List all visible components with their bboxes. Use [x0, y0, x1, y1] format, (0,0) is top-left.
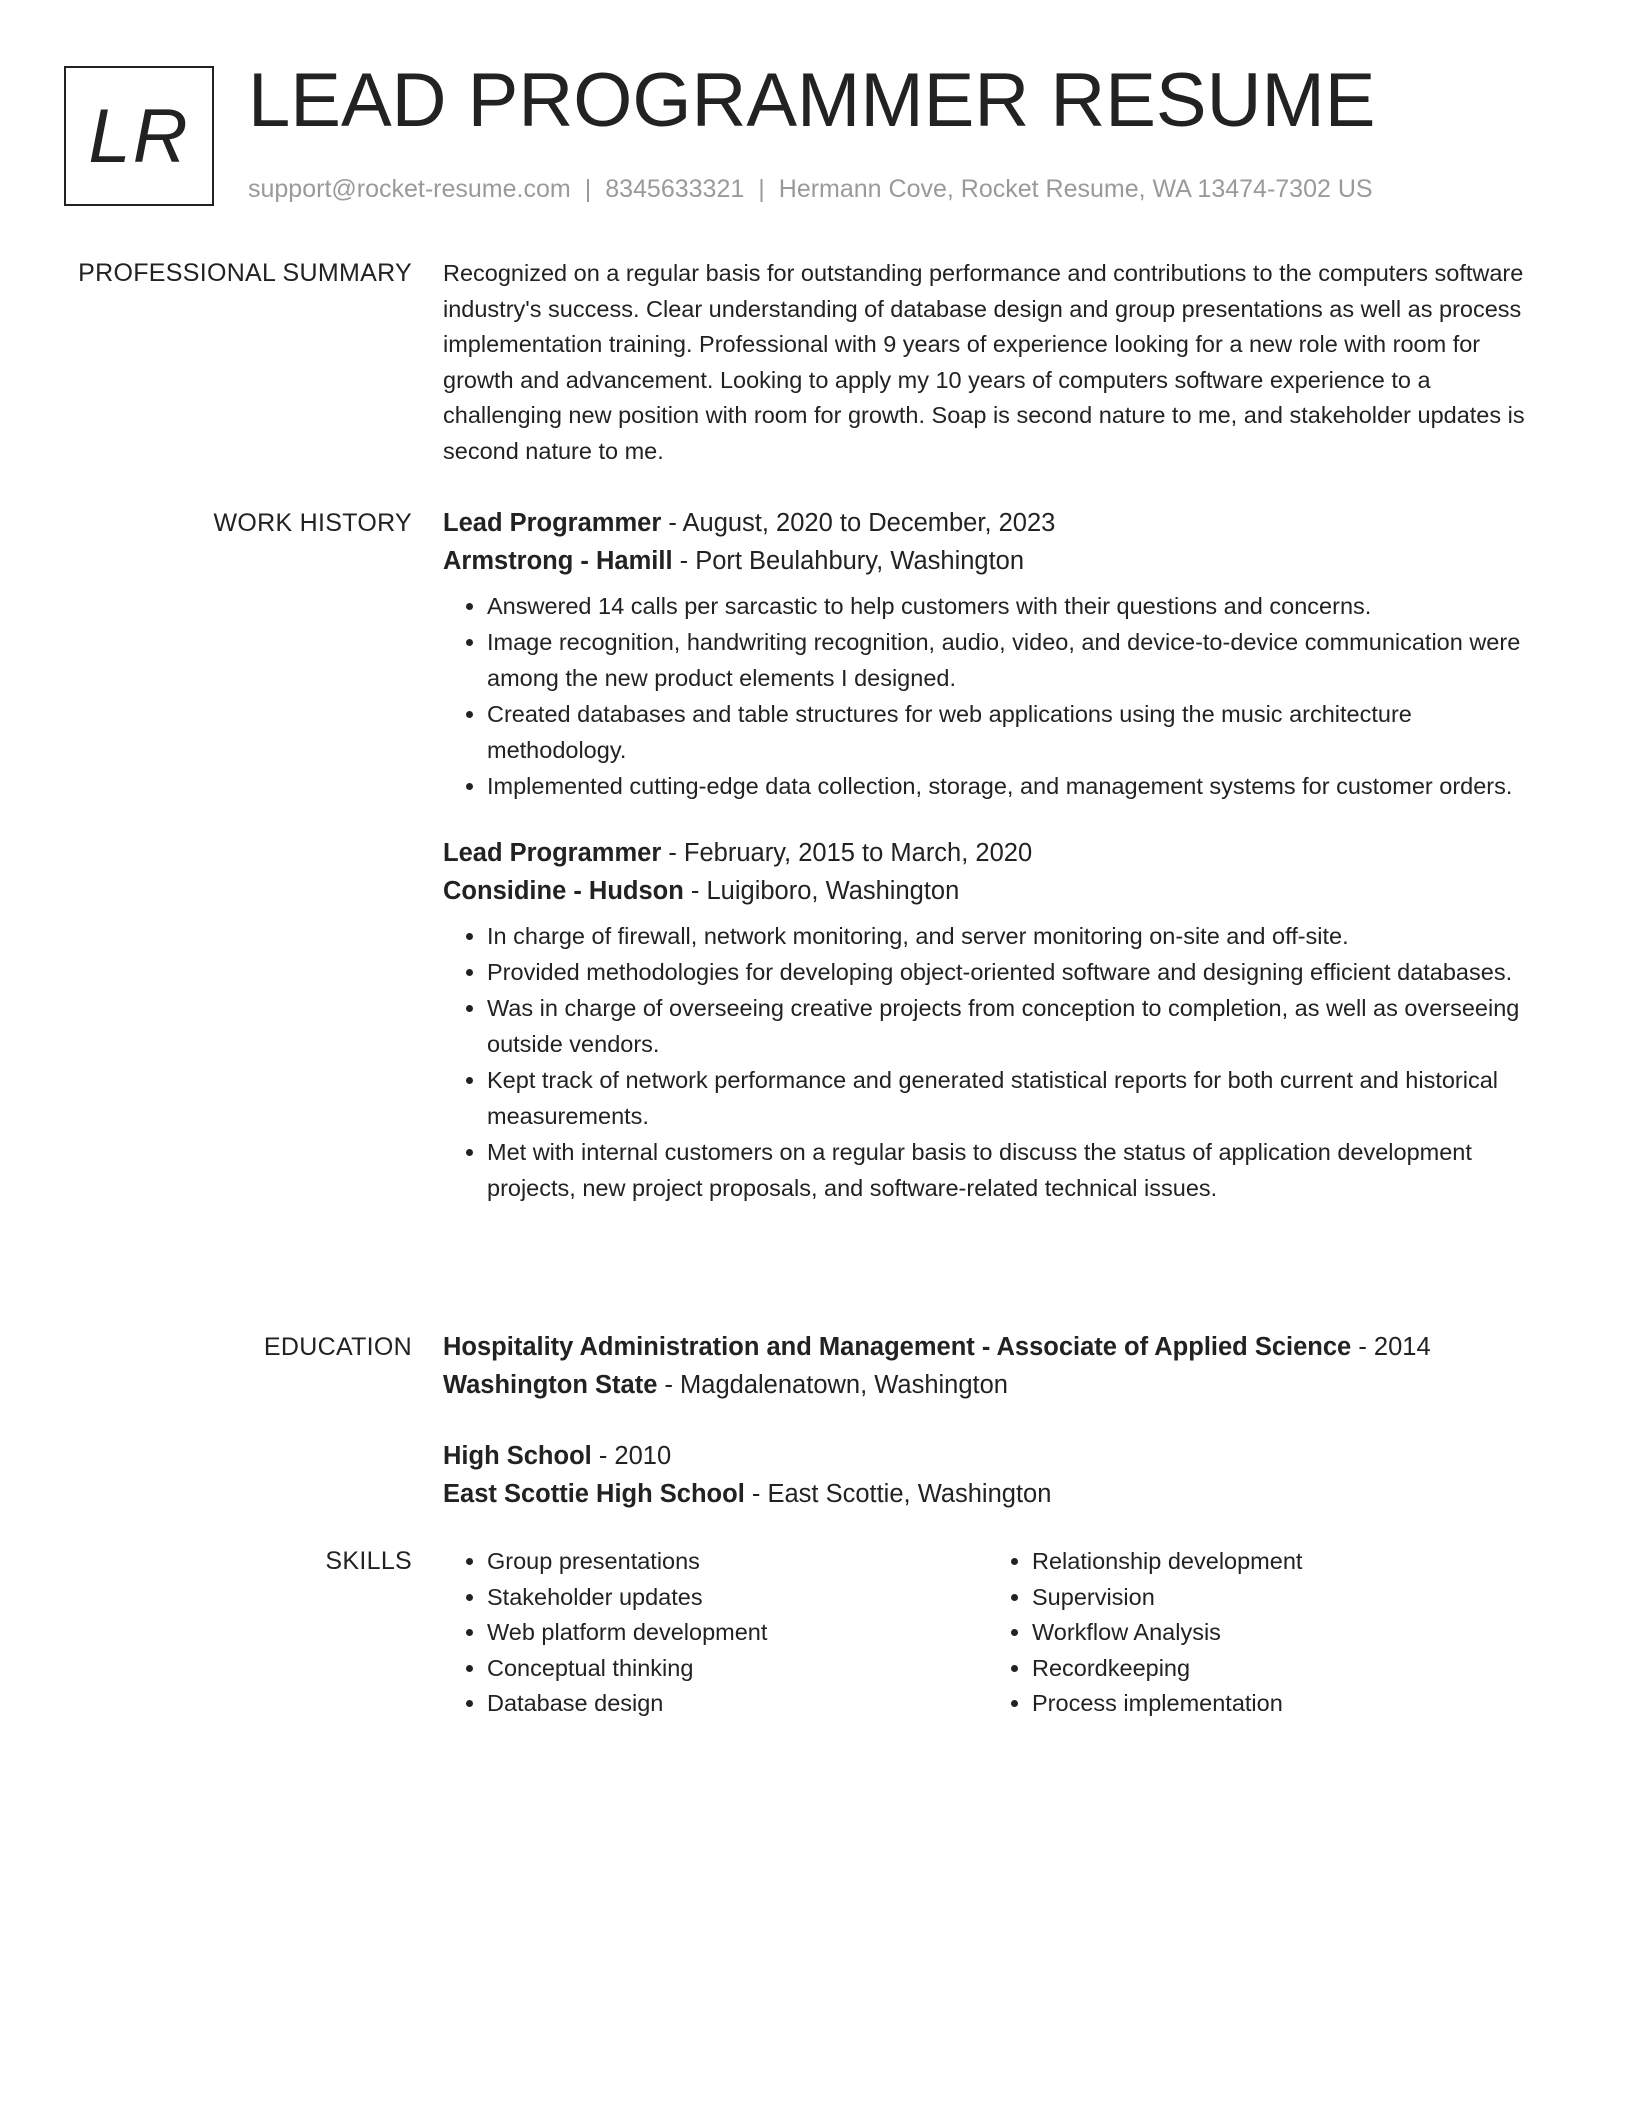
- skill-item: • Recordkeeping: [1032, 1651, 1488, 1687]
- skill-item: • Process implementation: [1032, 1686, 1488, 1722]
- job-company-line: [443, 872, 1555, 910]
- education-location: - East Scottie, Washington: [744, 1480, 1052, 1508]
- contact-separator: |: [758, 175, 765, 203]
- skill-item: • Group presentations: [487, 1544, 943, 1580]
- contact-address: Hermann Cove, Rocket Resume, WA 13474-7302 US: [778, 175, 1373, 203]
- skill-item: • Database design: [487, 1686, 943, 1722]
- education-location: - Magdalenatown, Washington: [657, 1371, 1008, 1399]
- contact-email: support@rocket-resume.com: [248, 175, 571, 203]
- job-dates: - August, 2020 to December, 2023: [661, 509, 1056, 537]
- education-school: Washington State: [443, 1371, 658, 1399]
- resume-title: LEAD PROGRAMMER RESUME: [248, 58, 1376, 143]
- job-location: - Luigiboro, Washington: [683, 877, 960, 905]
- job-bullets: [443, 588, 1555, 804]
- job-bullet: • Met with internal customers on a regular basis to discuss the status of application development projects, new project proposals, and software-related technical issues.: [487, 1134, 1555, 1206]
- section-title-summary: PROFESSIONAL SUMMARY: [78, 259, 412, 287]
- education-degree-line: [443, 1437, 1555, 1475]
- skills-list-left: [443, 1544, 943, 1722]
- job-bullet: • Kept track of network performance and generated statistical reports for both current and historical measurements.: [487, 1062, 1555, 1134]
- job-role: Lead Programmer: [443, 509, 662, 537]
- job-title-line: [443, 834, 1555, 872]
- job-bullet: • Answered 14 calls per sarcastic to help customers with their questions and concerns.: [487, 588, 1555, 624]
- contact-phone: 8345633321: [605, 175, 745, 203]
- job-bullet: • Image recognition, handwriting recognition, audio, video, and device-to-device communication were among the new product elements I designed.: [487, 624, 1555, 696]
- job-bullets: [443, 918, 1555, 1206]
- job-bullet: • Provided methodologies for developing object-oriented software and designing efficient databases.: [487, 954, 1555, 990]
- skills-list-right: [988, 1544, 1488, 1722]
- education-entry: [443, 1437, 1555, 1513]
- job-bullet: • Implemented cutting-edge data collection, storage, and management systems for customer orders.: [487, 768, 1555, 804]
- job-bullet: • Was in charge of overseeing creative projects from conception to completion, as well as overseeing outside vendors.: [487, 990, 1555, 1062]
- job-company-line: [443, 542, 1555, 580]
- education-degree-line: [443, 1328, 1555, 1366]
- job-title-line: [443, 504, 1555, 542]
- education-school-line: [443, 1475, 1555, 1513]
- education-school-line: [443, 1366, 1555, 1404]
- summary-text: Recognized on a regular basis for outstanding performance and contributions to the computers software industry's success. Clear understanding of database design and group presentations as well as process implementation training. Professional with 9 years of experience looking for a new role with room for growth and advancement. Looking to apply my 10 years of computers software experience to a challenging new position with room for growth. Soap is second nature to me, and stakeholder updates is second nature to me.: [443, 260, 1525, 464]
- contact-line: [248, 172, 1373, 206]
- job-location: - Port Beulahbury, Washington: [672, 547, 1025, 575]
- job-bullet: • In charge of firewall, network monitoring, and server monitoring on-site and off-site.: [487, 918, 1555, 954]
- skills-columns: [443, 1544, 1555, 1722]
- section-title-skills: SKILLS: [325, 1547, 412, 1575]
- education-degree: Hospitality Administration and Management - Associate of Applied Science: [443, 1333, 1352, 1361]
- job-dates: - February, 2015 to March, 2020: [661, 839, 1033, 867]
- job-company: Armstrong - Hamill: [443, 547, 673, 575]
- education-school: East Scottie High School: [443, 1480, 745, 1508]
- education-year: - 2010: [591, 1442, 672, 1470]
- job-company: Considine - Hudson: [443, 877, 684, 905]
- education-degree: High School: [443, 1442, 592, 1470]
- skill-item: • Stakeholder updates: [487, 1580, 943, 1616]
- skill-item: • Supervision: [1032, 1580, 1488, 1616]
- education-year: - 2014: [1351, 1333, 1431, 1361]
- section-title-work-history: WORK HISTORY: [213, 509, 412, 537]
- skill-item: • Conceptual thinking: [487, 1651, 943, 1687]
- education-entry: [443, 1328, 1555, 1404]
- section-title-education: EDUCATION: [263, 1333, 412, 1361]
- monogram-logo: LR: [64, 66, 214, 206]
- contact-separator: |: [584, 175, 592, 203]
- job-entry: [443, 834, 1555, 1206]
- skill-item: • Relationship development: [1032, 1544, 1488, 1580]
- job-bullet: • Created databases and table structures for web applications using the music architecture methodology.: [487, 696, 1555, 768]
- skill-item: • Web platform development: [487, 1615, 943, 1651]
- job-role: Lead Programmer: [443, 839, 662, 867]
- job-entry: [443, 504, 1555, 804]
- skill-item: • Workflow Analysis: [1032, 1615, 1488, 1651]
